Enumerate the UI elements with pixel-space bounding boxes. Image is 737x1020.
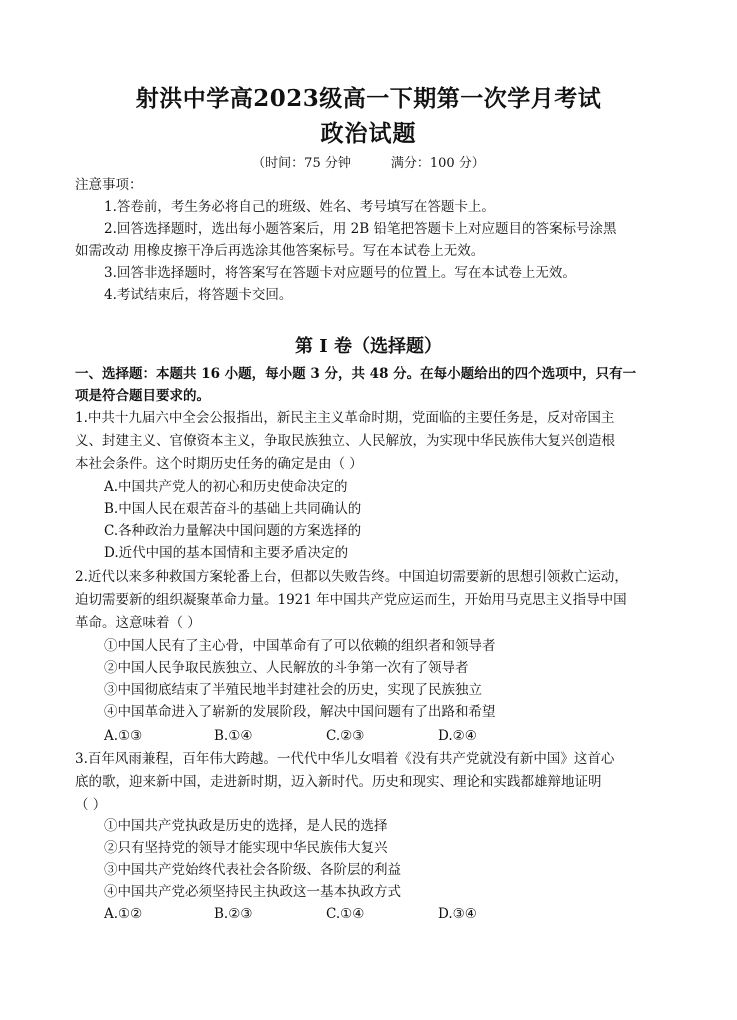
q2-statement-2: ②中国人民争取民族独立、人民解放的斗争第一次有了领导者	[104, 660, 469, 676]
notice-heading: 注意事项：	[75, 177, 143, 193]
q1-option-a: A.中国共产党人的初心和历史使命决定的	[104, 479, 348, 495]
q1-line-2: 义、封建主义、官僚资本主义，争取民族独立、人民解放，为实现中华民族伟大复兴创造根	[75, 433, 615, 449]
q2-choice-a: A.①③	[104, 728, 143, 744]
section-instruction-1: 一、选择题：本题共 16 小题，每小题 3 分，共 48 分。在每小题给出的四个选项中，只有一	[75, 366, 637, 382]
q2-choice-d: D.②④	[438, 728, 477, 744]
q3-statement-3: ③中国共产党始终代表社会各阶级、各阶层的利益	[104, 862, 401, 878]
q3-line-2: 底的歌，迎来新中国，走进新时期，迈入新时代。历史和现实、理论和实践都雄辩地证明	[75, 774, 602, 790]
q2-line-2: 迫切需要新的组织凝聚革命力量。1921 年中国共产党应运而生，开始用马克思主义指导中国	[75, 592, 627, 608]
q3-line-1: 3.百年风雨兼程，百年伟大跨越。一代代中华儿女唱着《没有共产党就没有新中国》这首心	[75, 751, 615, 767]
notice-item-4: 4.考试结束后，将答题卡交回。	[104, 287, 293, 303]
q3-choice-d: D.③④	[438, 906, 477, 922]
q2-statement-1: ①中国人民有了主心骨，中国革命有了可以依赖的组织者和领导者	[104, 638, 496, 654]
section-instruction-2: 项是符合题目要求的。	[75, 388, 210, 404]
q2-line-1: 2.近代以来多种救国方案轮番上台，但都以失败告终。中国迫切需要新的思想引领救亡运动，	[75, 569, 628, 585]
q3-line-3: （ ）	[75, 797, 107, 813]
q2-choice-c: C.②③	[326, 728, 365, 744]
q1-line-3: 本社会条件。这个时期历史任务的确定是由（ ）	[75, 456, 363, 472]
q3-statement-1: ①中国共产党执政是历史的选择，是人民的选择	[104, 818, 388, 834]
q1-option-c: C.各种政治力量解决中国问题的方案选择的	[104, 523, 362, 539]
q3-statement-4: ④中国共产党必须坚持民主执政这一基本执政方式	[104, 884, 401, 900]
notice-item-2-cont: 如需改动 用橡皮擦干净后再选涂其他答案标号。写在本试卷上无效。	[75, 243, 485, 259]
q2-statement-3: ③中国彻底结束了半殖民地半封建社会的历史，实现了民族独立	[104, 682, 482, 698]
q3-choice-c: C.①④	[326, 906, 365, 922]
exam-score: 满分：100 分）	[390, 156, 485, 171]
section-title: 第 I 卷（选择题）	[295, 336, 442, 357]
q2-statement-4: ④中国革命进入了崭新的发展阶段，解决中国问题有了出路和希望	[104, 704, 496, 720]
q3-choice-b: B.②③	[214, 906, 253, 922]
exam-time: （时间：75 分钟	[252, 156, 351, 171]
notice-item-2: 2.回答选择题时，选出每小题答案后，用 2B 铅笔把答题卡上对应题目的答案标号涂黑	[104, 221, 617, 237]
exam-subject: 政治试题	[320, 120, 417, 147]
q2-line-3: 革命。这意味着（ ）	[75, 615, 201, 631]
exam-title: 射洪中学高2023级高一下期第一次学月考试	[135, 85, 602, 112]
exam-meta	[0, 152, 737, 171]
q1-line-1: 1.中共十九届六中全会公报指出，新民主主义革命时期，党面临的主要任务是，反对帝国主	[75, 410, 615, 426]
notice-item-3: 3.回答非选择题时，将答案写在答题卡对应题号的位置上。写在本试卷上无效。	[104, 265, 576, 281]
q3-choice-a: A.①②	[104, 906, 143, 922]
q1-option-b: B.中国人民在艰苦奋斗的基础上共同确认的	[104, 501, 362, 517]
q3-statement-2: ②只有坚持党的领导才能实现中华民族伟大复兴	[104, 840, 388, 856]
q1-option-d: D.近代中国的基本国情和主要矛盾决定的	[104, 545, 349, 561]
notice-item-1: 1.答卷前，考生务必将自己的班级、姓名、考号填写在答题卡上。	[104, 199, 495, 215]
q2-choice-b: B.①④	[214, 728, 253, 744]
